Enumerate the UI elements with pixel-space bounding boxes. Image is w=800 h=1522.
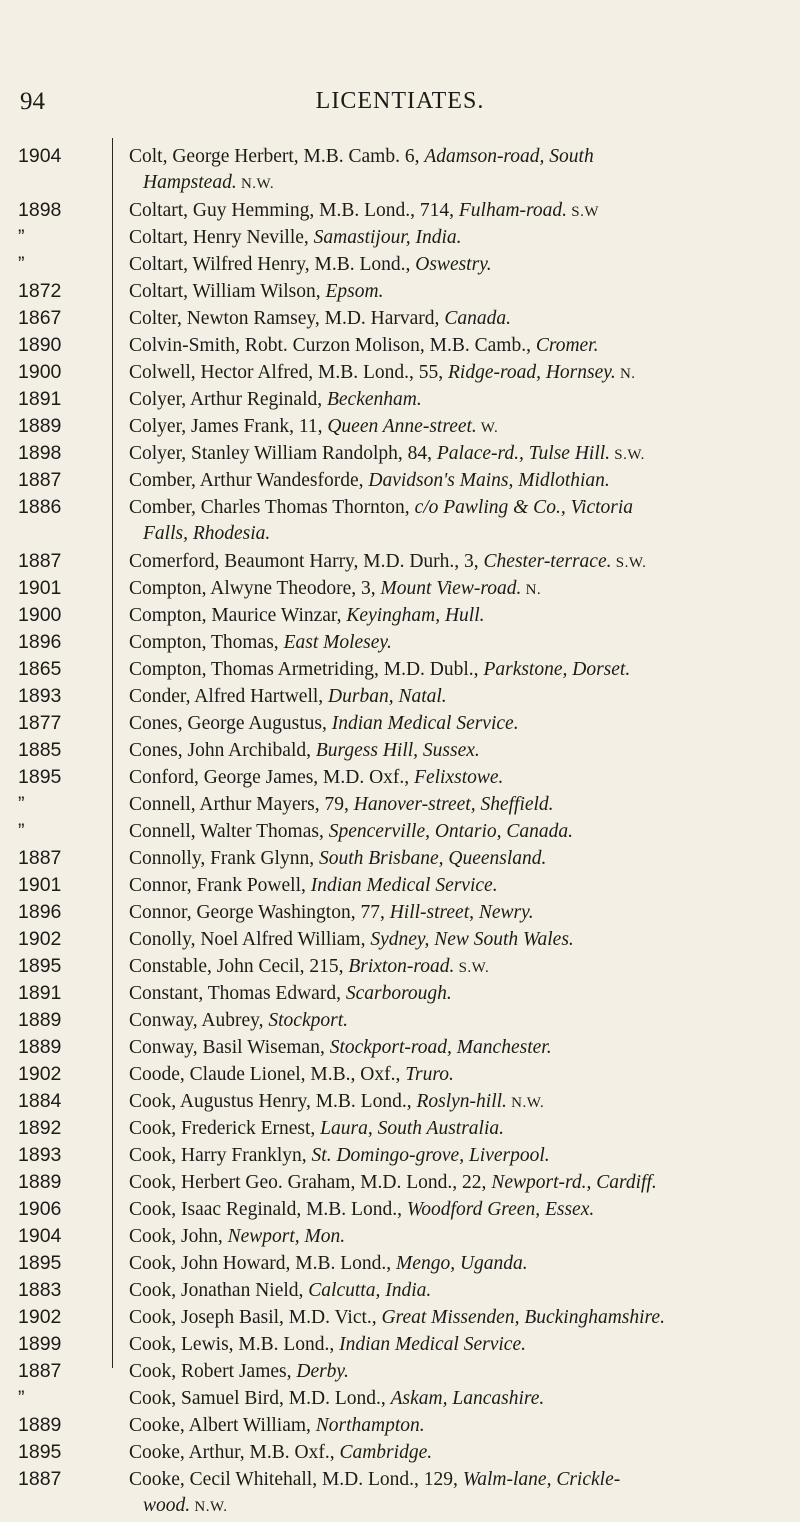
entry-address: Truro. xyxy=(405,1064,454,1085)
entry-row xyxy=(0,334,800,361)
entry-address: Chester-terrace. xyxy=(483,551,612,572)
entry-name: Colyer, James Frank, 11, xyxy=(129,416,328,437)
entry-address: Oswestry. xyxy=(415,254,492,275)
entry-postal-district: W. xyxy=(476,420,499,436)
entry-row xyxy=(0,712,800,739)
entry-row xyxy=(0,820,800,847)
entry-row xyxy=(0,1063,800,1090)
page-number: 94 xyxy=(20,88,45,115)
entry-year: 1867 xyxy=(18,307,62,329)
entry-row xyxy=(0,388,800,415)
entry-text xyxy=(95,713,800,735)
entry-text xyxy=(95,902,800,924)
entry-year: 1900 xyxy=(18,361,62,383)
entry-year: 1884 xyxy=(18,1090,62,1112)
entry-text xyxy=(95,362,800,384)
entry-address: Indian Medical Service. xyxy=(310,875,498,896)
entry-year: 1887 xyxy=(18,550,62,572)
entry-text xyxy=(95,1361,800,1383)
entry-address: Derby. xyxy=(296,1361,349,1382)
entry-year: 1891 xyxy=(18,388,62,410)
entry-row xyxy=(0,577,800,604)
entry-row xyxy=(0,226,800,253)
entry-text xyxy=(95,1172,800,1194)
entry-address: Newport, Mon. xyxy=(227,1226,346,1247)
entry-address: Scarborough. xyxy=(345,983,452,1004)
entry-year: 1901 xyxy=(18,577,62,599)
entry-name: Compton, Maurice Winzar, xyxy=(129,605,347,626)
entry-postal-district: S.W. xyxy=(611,555,647,571)
entry-row xyxy=(0,496,800,523)
entry-row xyxy=(0,1198,800,1225)
entry-year: 1896 xyxy=(18,901,62,923)
entry-year: ” xyxy=(18,820,25,842)
entry-text xyxy=(95,172,800,194)
entry-text xyxy=(95,1280,800,1302)
entry-year: 1904 xyxy=(18,1225,62,1247)
entry-address: Falls, Rhodesia. xyxy=(143,523,271,544)
entry-name: Constant, Thomas Edward, xyxy=(129,983,346,1004)
entry-postal-district: N.W. xyxy=(506,1095,545,1111)
entry-row xyxy=(0,1252,800,1279)
entry-address: Hampstead. xyxy=(143,172,237,193)
entry-name: Coltart, William Wilson, xyxy=(129,281,326,302)
entry-row xyxy=(0,1387,800,1414)
entry-year: 1895 xyxy=(18,1252,62,1274)
entry-row xyxy=(0,1090,800,1117)
entry-year: 1889 xyxy=(18,415,62,437)
entry-name: Coode, Claude Lionel, M.B., Oxf., xyxy=(129,1064,406,1085)
entry-year: 1886 xyxy=(18,496,62,518)
entry-year: 1899 xyxy=(18,1333,62,1355)
entry-year: 1890 xyxy=(18,334,62,356)
entry-name: Comerford, Beaumont Harry, M.D. Durh., 3, xyxy=(129,551,484,572)
entry-name: Conford, George James, M.D. Oxf., xyxy=(129,767,415,788)
entry-row xyxy=(0,415,800,442)
entry-year: 1892 xyxy=(18,1117,62,1139)
entry-year: 1896 xyxy=(18,631,62,653)
entry-continuation xyxy=(0,523,800,550)
entry-address: Indian Medical Service. xyxy=(331,713,519,734)
entry-address: Adamson-road, South xyxy=(424,146,594,167)
entry-row xyxy=(0,1144,800,1171)
entry-row xyxy=(0,1414,800,1441)
entry-year: 1904 xyxy=(18,145,62,167)
entry-address: South Brisbane, Queensland. xyxy=(318,848,547,869)
entry-name: Colyer, Arthur Reginald, xyxy=(129,389,327,410)
entry-year: 1906 xyxy=(18,1198,62,1220)
entry-text xyxy=(95,1334,800,1356)
entry-name: Conway, Aubrey, xyxy=(129,1010,269,1031)
entry-row xyxy=(0,1306,800,1333)
entry-text xyxy=(95,443,800,465)
entry-name: Comber, Arthur Wandesforde, xyxy=(129,470,369,491)
entry-row xyxy=(0,874,800,901)
entry-address: Felixstowe. xyxy=(414,767,504,788)
entry-text xyxy=(95,659,800,681)
entry-row xyxy=(0,1117,800,1144)
entry-address: Mengo, Uganda. xyxy=(396,1253,528,1274)
entry-year: ” xyxy=(18,226,25,248)
entry-text xyxy=(95,1145,800,1167)
entry-name: Cook, Samuel Bird, M.D. Lond., xyxy=(129,1388,391,1409)
entry-text xyxy=(95,1307,800,1329)
entry-year: 1887 xyxy=(18,847,62,869)
entry-text xyxy=(95,821,800,843)
entry-continuation xyxy=(0,1495,800,1522)
entry-row xyxy=(0,793,800,820)
entry-row xyxy=(0,1468,800,1495)
entry-row xyxy=(0,442,800,469)
entry-name: Connolly, Frank Glynn, xyxy=(129,848,319,869)
entry-year: 1889 xyxy=(18,1171,62,1193)
entry-text xyxy=(95,1199,800,1221)
entry-text xyxy=(95,416,800,438)
entry-row xyxy=(0,1441,800,1468)
entry-postal-district: N. xyxy=(615,366,636,382)
entry-postal-district: N. xyxy=(521,582,542,598)
entry-text xyxy=(95,523,800,545)
entry-name: Colwell, Hector Alfred, M.B. Lond., 55, xyxy=(129,362,448,383)
entry-address: Newport-rd., Cardiff. xyxy=(491,1172,657,1193)
entry-address: East Molesey. xyxy=(283,632,392,653)
entry-address: Woodford Green, Essex. xyxy=(406,1199,595,1220)
entry-address: Stockport. xyxy=(268,1010,348,1031)
entry-text xyxy=(95,227,800,249)
entry-row xyxy=(0,1279,800,1306)
entry-name: Connor, Frank Powell, xyxy=(129,875,311,896)
entry-year: 1883 xyxy=(18,1279,62,1301)
entry-name: Colt, George Herbert, M.B. Camb. 6, xyxy=(129,146,425,167)
entry-row xyxy=(0,685,800,712)
entry-year: 1891 xyxy=(18,982,62,1004)
entry-name: Cook, Lewis, M.B. Lond., xyxy=(129,1334,340,1355)
entry-text xyxy=(95,956,800,978)
entry-text xyxy=(95,1442,800,1464)
entry-postal-district: S.W. xyxy=(610,447,645,463)
entry-list xyxy=(0,145,800,1522)
entry-year: 1898 xyxy=(18,199,62,221)
entry-row xyxy=(0,307,800,334)
entry-name: Compton, Alwyne Theodore, 3, xyxy=(129,578,381,599)
entry-text xyxy=(95,551,800,573)
entry-name: Cook, John, xyxy=(129,1226,228,1247)
entry-text xyxy=(95,200,800,222)
entry-name: Coltart, Henry Neville, xyxy=(129,227,314,248)
entry-address: Cambridge. xyxy=(339,1442,433,1463)
entry-row xyxy=(0,1225,800,1252)
entry-name: Cook, Harry Franklyn, xyxy=(129,1145,312,1166)
entry-row xyxy=(0,766,800,793)
entry-text xyxy=(95,1495,800,1517)
entry-row xyxy=(0,1036,800,1063)
entry-address: Laura, South Australia. xyxy=(320,1118,505,1139)
entry-row xyxy=(0,1171,800,1198)
entry-address: Walm-lane, Crickle- xyxy=(462,1469,621,1490)
entry-address: Hill-street, Newry. xyxy=(389,902,534,923)
entry-row xyxy=(0,1333,800,1360)
entry-year: ” xyxy=(18,793,25,815)
entry-text xyxy=(95,794,800,816)
entry-year: 1895 xyxy=(18,1441,62,1463)
entry-row xyxy=(0,1360,800,1387)
entry-year: 1889 xyxy=(18,1036,62,1058)
entry-year: 1872 xyxy=(18,280,62,302)
entry-text xyxy=(95,1415,800,1437)
entry-name: Cook, Herbert Geo. Graham, M.D. Lond., 22, xyxy=(129,1172,492,1193)
entry-row xyxy=(0,145,800,172)
entry-text xyxy=(95,875,800,897)
entry-text xyxy=(95,335,800,357)
entry-name: Colter, Newton Ramsey, M.D. Harvard, xyxy=(129,308,445,329)
running-title: LICENTIATES. xyxy=(315,88,485,114)
entry-postal-district: S.W. xyxy=(454,960,490,976)
entry-row xyxy=(0,631,800,658)
entry-address: Keyingham, Hull. xyxy=(346,605,485,626)
entry-text xyxy=(95,1064,800,1086)
entry-name: Compton, Thomas, xyxy=(129,632,284,653)
entry-address: Queen Anne-street. xyxy=(327,416,477,437)
entry-name: Connell, Walter Thomas, xyxy=(129,821,329,842)
entry-name: Cook, Augustus Henry, M.B. Lond., xyxy=(129,1091,417,1112)
entry-name: Cooke, Albert William, xyxy=(129,1415,316,1436)
entry-name: Comber, Charles Thomas Thornton, xyxy=(129,497,415,518)
entry-name: Compton, Thomas Armetriding, M.D. Dubl., xyxy=(129,659,484,680)
entry-name: Cones, John Archibald, xyxy=(129,740,316,761)
entry-text xyxy=(95,605,800,627)
entry-text xyxy=(95,1469,800,1491)
entry-address: Stockport-road, Manchester. xyxy=(329,1037,552,1058)
entry-address: c/o Pawling & Co., Victoria xyxy=(414,497,634,518)
entry-address: Northampton. xyxy=(315,1415,425,1436)
entry-address: Mount View-road. xyxy=(380,578,522,599)
entry-address: Davidson's Mains, Midlothian. xyxy=(368,470,610,491)
entry-text xyxy=(95,767,800,789)
entry-year: 1898 xyxy=(18,442,62,464)
entry-text xyxy=(95,1091,800,1113)
entry-year: 1889 xyxy=(18,1009,62,1031)
entry-text xyxy=(95,1388,800,1410)
entry-address: St. Domingo-grove, Liverpool. xyxy=(311,1145,550,1166)
entry-text xyxy=(95,281,800,303)
entry-name: Cook, Frederick Ernest, xyxy=(129,1118,321,1139)
entry-postal-district: S.W xyxy=(567,204,600,220)
entry-address: wood. xyxy=(143,1495,191,1516)
entry-row xyxy=(0,199,800,226)
entry-address: Sydney, New South Wales. xyxy=(370,929,574,950)
entry-address: Beckenham. xyxy=(326,389,422,410)
entry-text xyxy=(95,1118,800,1140)
entry-address: Brixton-road. xyxy=(348,956,455,977)
entry-address: Epsom. xyxy=(325,281,384,302)
entry-row xyxy=(0,1009,800,1036)
entry-address: Calcutta, India. xyxy=(308,1280,432,1301)
entry-name: Cook, Isaac Reginald, M.B. Lond., xyxy=(129,1199,407,1220)
entry-year: 1865 xyxy=(18,658,62,680)
entry-address: Samastijour, India. xyxy=(313,227,462,248)
entry-address: Palace-rd., Tulse Hill. xyxy=(436,443,611,464)
entry-text xyxy=(95,1253,800,1275)
entry-row xyxy=(0,280,800,307)
entry-address: Spencerville, Ontario, Canada. xyxy=(328,821,573,842)
entry-row xyxy=(0,658,800,685)
entry-year: 1887 xyxy=(18,1468,62,1490)
entry-address: Canada. xyxy=(444,308,511,329)
entry-text xyxy=(95,578,800,600)
entry-name: Colyer, Stanley William Randolph, 84, xyxy=(129,443,437,464)
entry-row xyxy=(0,901,800,928)
entry-year: 1887 xyxy=(18,1360,62,1382)
entry-text xyxy=(95,983,800,1005)
entry-row xyxy=(0,469,800,496)
entry-year: 1893 xyxy=(18,685,62,707)
entry-text xyxy=(95,686,800,708)
entry-name: Coltart, Wilfred Henry, M.B. Lond., xyxy=(129,254,416,275)
entry-year: 1895 xyxy=(18,766,62,788)
entry-postal-district: N.W. xyxy=(236,176,275,192)
entry-name: Cooke, Cecil Whitehall, M.D. Lond., 129, xyxy=(129,1469,463,1490)
entry-row xyxy=(0,928,800,955)
entry-name: Conway, Basil Wiseman, xyxy=(129,1037,330,1058)
entry-text xyxy=(95,632,800,654)
entry-address: Roslyn-hill. xyxy=(416,1091,507,1112)
entry-year: 1885 xyxy=(18,739,62,761)
entry-year: 1895 xyxy=(18,955,62,977)
entry-year: 1887 xyxy=(18,469,62,491)
entry-address: Fulham-road. xyxy=(458,200,568,221)
entry-year: 1893 xyxy=(18,1144,62,1166)
entry-year: ” xyxy=(18,253,25,275)
entry-address: Cromer. xyxy=(535,335,599,356)
entry-row xyxy=(0,361,800,388)
entry-name: Cook, John Howard, M.B. Lond., xyxy=(129,1253,397,1274)
entry-name: Cones, George Augustus, xyxy=(129,713,332,734)
entry-text xyxy=(95,497,800,519)
entry-address: Great Missenden, Buckinghamshire. xyxy=(381,1307,665,1328)
entry-text xyxy=(95,308,800,330)
entry-name: Connor, George Washington, 77, xyxy=(129,902,390,923)
entry-year: 1902 xyxy=(18,1306,62,1328)
entry-row xyxy=(0,253,800,280)
entry-address: Durban, Natal. xyxy=(328,686,447,707)
entry-row xyxy=(0,982,800,1009)
entry-address: Askam, Lancashire. xyxy=(390,1388,545,1409)
entry-text xyxy=(95,1226,800,1248)
entry-row xyxy=(0,604,800,631)
entry-year: 1889 xyxy=(18,1414,62,1436)
entry-text xyxy=(95,848,800,870)
entry-text xyxy=(95,1037,800,1059)
entry-year: 1902 xyxy=(18,928,62,950)
entry-row xyxy=(0,739,800,766)
entry-row xyxy=(0,550,800,577)
entry-name: Cook, Joseph Basil, M.D. Vict., xyxy=(129,1307,382,1328)
entry-year: ” xyxy=(18,1387,25,1409)
entry-name: Coltart, Guy Hemming, M.B. Lond., 714, xyxy=(129,200,459,221)
entry-postal-district: N.W. xyxy=(190,1499,228,1515)
entry-name: Connell, Arthur Mayers, 79, xyxy=(129,794,354,815)
entry-name: Cooke, Arthur, M.B. Oxf., xyxy=(129,1442,340,1463)
entry-year: 1877 xyxy=(18,712,62,734)
entry-name: Cook, Jonathan Nield, xyxy=(129,1280,309,1301)
entry-text xyxy=(95,146,800,168)
entry-continuation xyxy=(0,172,800,199)
entry-year: 1901 xyxy=(18,874,62,896)
entry-row xyxy=(0,847,800,874)
entry-name: Colvin-Smith, Robt. Curzon Molison, M.B. Camb., xyxy=(129,335,536,356)
entry-year: 1902 xyxy=(18,1063,62,1085)
entry-text xyxy=(95,254,800,276)
entry-name: Conolly, Noel Alfred William, xyxy=(129,929,371,950)
entry-text xyxy=(95,470,800,492)
entry-address: Parkstone, Dorset. xyxy=(483,659,631,680)
entry-row xyxy=(0,955,800,982)
entry-text xyxy=(95,1010,800,1032)
entry-address: Hanover-street, Sheffield. xyxy=(353,794,554,815)
entry-name: Cook, Robert James, xyxy=(129,1361,297,1382)
entry-year: 1900 xyxy=(18,604,62,626)
entry-address: Burgess Hill, Sussex. xyxy=(315,740,480,761)
entry-text xyxy=(95,740,800,762)
entry-text xyxy=(95,929,800,951)
entry-text xyxy=(95,389,800,411)
entry-address: Indian Medical Service. xyxy=(339,1334,526,1355)
entry-name: Conder, Alfred Hartwell, xyxy=(129,686,329,707)
entry-address: Ridge-road, Hornsey. xyxy=(448,362,616,383)
entry-name: Constable, John Cecil, 215, xyxy=(129,956,349,977)
